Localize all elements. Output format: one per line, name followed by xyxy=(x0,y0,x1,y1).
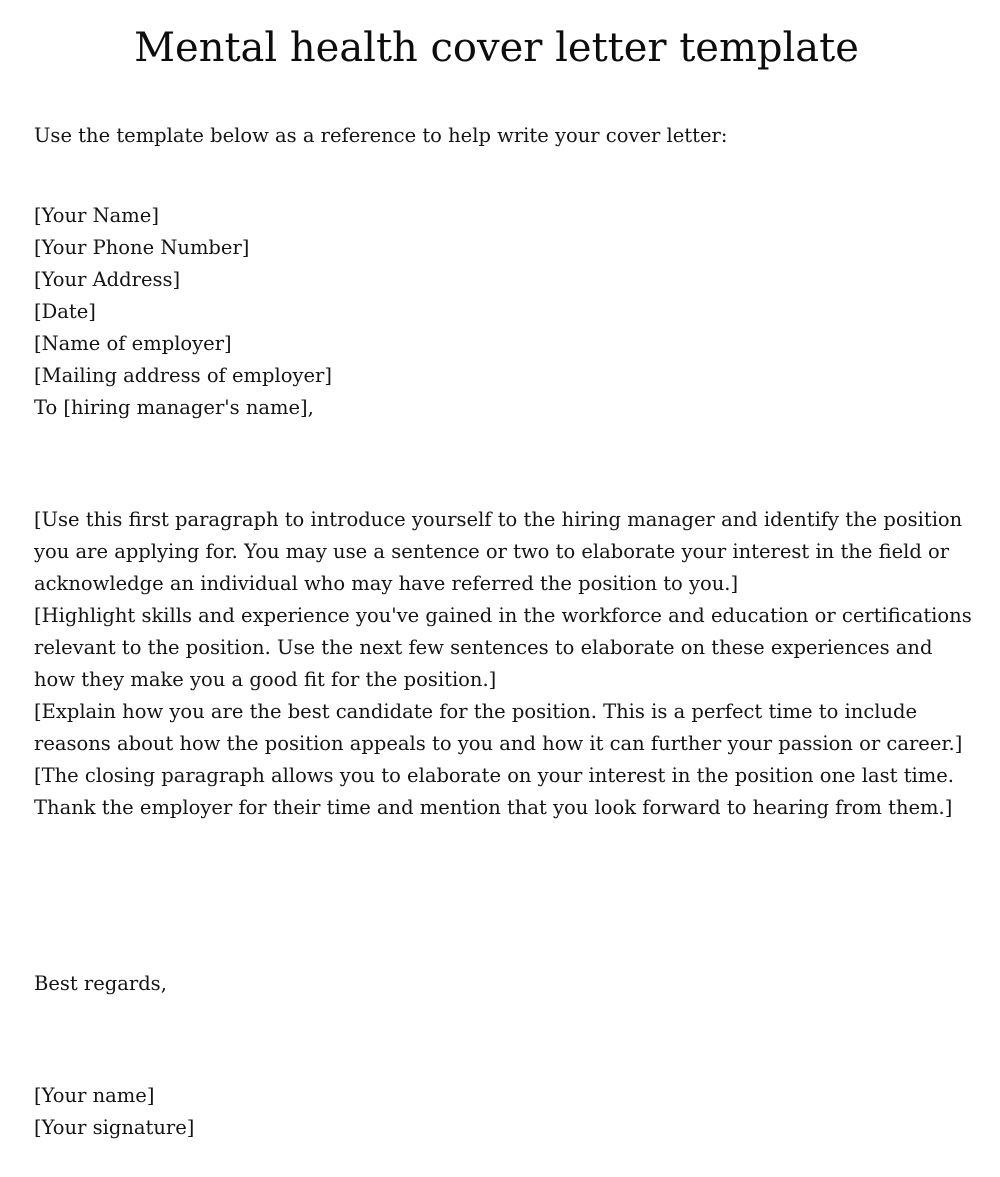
header-line-your-name: [Your Name] xyxy=(34,204,159,227)
header-line-date: [Date] xyxy=(34,300,96,323)
header-line-employer-address: [Mailing address of employer] xyxy=(34,364,332,387)
document-title: Mental health cover letter template xyxy=(134,25,859,71)
signature-line-name: [Your name] xyxy=(34,1084,155,1107)
closing-phrase: Best regards, xyxy=(34,972,167,995)
body-paragraph-skills: [Highlight skills and experience you've gained in the workforce and education or certifications relevant to the position. Use the next few sentences to elaborate on these experiences and how they make you a good fit for the position.] xyxy=(34,604,972,691)
intro-text: Use the template below as a reference to help write your cover letter: xyxy=(34,124,728,147)
letter-body xyxy=(34,504,974,824)
header-line-address: [Your Address] xyxy=(34,268,181,291)
signature-line-signature: [Your signature] xyxy=(34,1116,195,1139)
signature-block xyxy=(34,1080,974,1144)
body-paragraph-introduction: [Use this first paragraph to introduce yourself to the hiring manager and identify the position you are applying for. You may use a sentence or two to elaborate your interest in the field or acknowledge an individual who may have referred the position to you.] xyxy=(34,508,963,595)
body-paragraph-closing: [The closing paragraph allows you to elaborate on your interest in the position one last time. Thank the employer for their time and mention that you look forward to hearing from them.] xyxy=(34,764,955,819)
letter-header-block xyxy=(34,200,974,424)
body-paragraph-best-candidate: [Explain how you are the best candidate for the position. This is a perfect time to include reasons about how the position appeals to you and how it can further your passion or career.] xyxy=(34,700,963,755)
salutation: To [hiring manager's name], xyxy=(34,396,314,419)
header-line-phone-number: [Your Phone Number] xyxy=(34,236,250,259)
header-line-employer-name: [Name of employer] xyxy=(34,332,232,355)
